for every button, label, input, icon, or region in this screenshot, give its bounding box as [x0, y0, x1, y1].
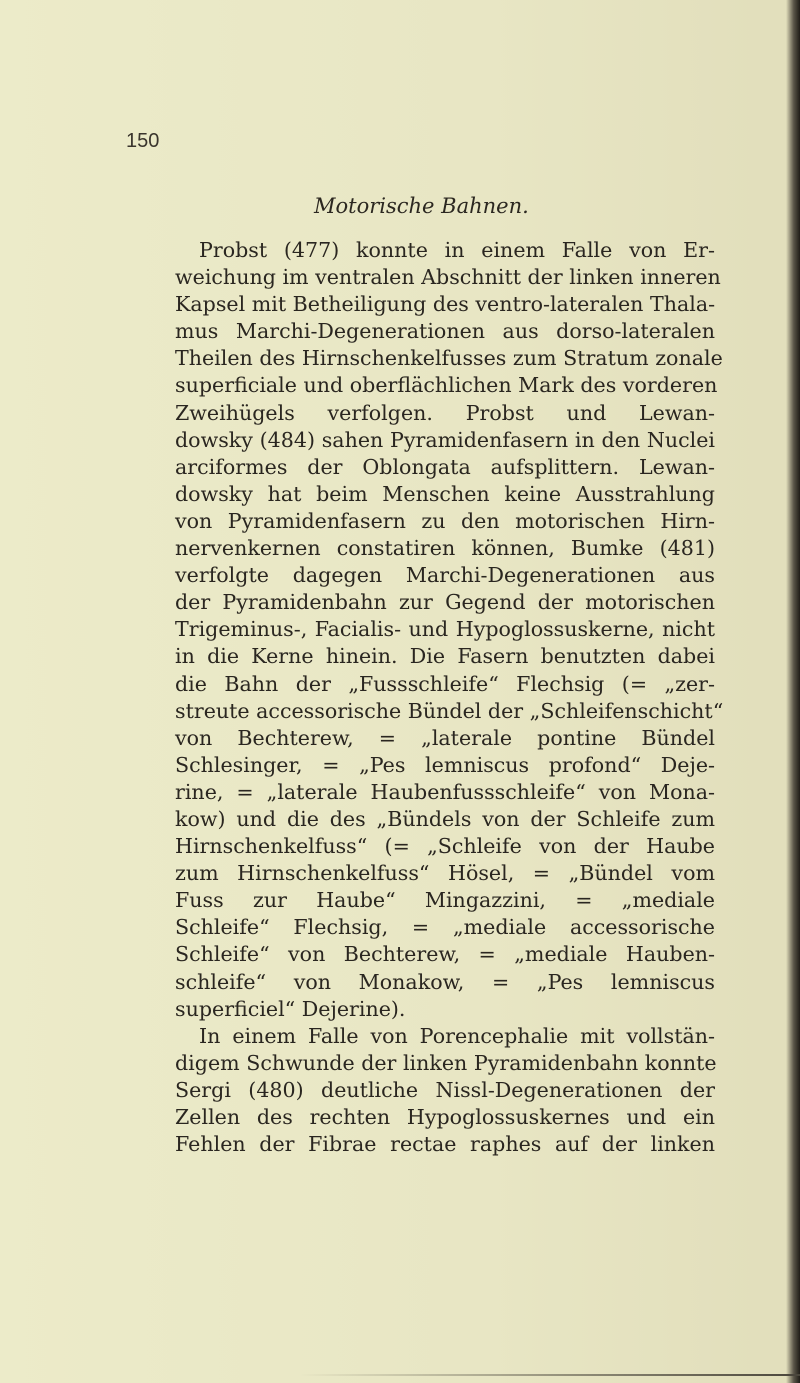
text-line: dowsky (484) sahen Pyramidenfasern in den Nuclei: [175, 427, 715, 452]
text-line: Zellen des rechten Hypoglossuskernes und ein: [175, 1105, 715, 1129]
text-line: in die Kerne hinein. Die Fasern benutzten dabei: [175, 644, 715, 669]
page-number: 150: [126, 130, 160, 152]
text-line: rine, = „laterale Haubenfussschleife“ von Mona-: [175, 779, 715, 804]
text-line: Trigeminus-, Facialis- und Hypoglossuskerne, nicht: [175, 617, 715, 642]
text-line: superficiale und oberflächlichen Mark des vorderen: [175, 373, 718, 398]
text-line: Zweihügels verfolgen. Probst und Lewan-: [175, 400, 715, 425]
text-line: Fuss zur Haube“ Mingazzini, = „mediale: [175, 888, 715, 913]
text-line: In einem Falle von Porencephalie mit vollstän-: [199, 1023, 715, 1048]
page-edge-shadow: [786, 0, 800, 1383]
text-line: superficiel“ Dejerine).: [175, 996, 406, 1021]
text-line: der Pyramidenbahn zur Gegend der motorischen: [175, 590, 715, 615]
text-line: von Bechterew, = „laterale pontine Bündel: [175, 725, 715, 750]
text-line: digem Schwunde der linken Pyramidenbahn konnte: [175, 1050, 717, 1075]
text-line: arciformes der Oblongata aufsplittern. Lewan-: [175, 454, 715, 479]
text-line: verfolgte dagegen Marchi-Degenerationen aus: [175, 563, 715, 588]
text-line: Probst (477) konnte in einem Falle von Er-: [199, 238, 715, 262]
text-line: Hirnschenkelfuss“ (= „Schleife von der Haube: [175, 834, 715, 859]
text-line: Schleife“ von Bechterew, = „mediale Hauben-: [175, 942, 715, 967]
text-line: schleife“ von Monakow, = „Pes lemniscus: [175, 969, 715, 994]
text-line: Schlesinger, = „Pes lemniscus profond“ Deje-: [175, 752, 715, 777]
text-line: Kapsel mit Betheiligung des ventro-lateralen Thala-: [175, 292, 716, 317]
text-line: dowsky hat beim Menschen keine Ausstrahlung: [175, 481, 715, 506]
body-text: [175, 237, 724, 1158]
text-line: weichung im ventralen Abschnitt der linken inneren: [175, 265, 721, 290]
text-line: Sergi (480) deutliche Nissl-Degenerationen der: [175, 1077, 715, 1102]
text-line: die Bahn der „Fussschleife“ Flechsig (= „zer-: [175, 671, 715, 696]
page-bottom-edge: [300, 1374, 800, 1376]
section-heading: Motorische Bahnen.: [314, 194, 529, 218]
text-line: Schleife“ Flechsig, = „mediale accessorische: [175, 915, 715, 940]
text-line: kow) und die des „Bündels von der Schleife zum: [175, 806, 715, 831]
text-line: streute accessorische Bündel der „Schleifenschicht“: [175, 698, 724, 723]
text-line: mus Marchi-Degenerationen aus dorso-lateralen: [175, 319, 715, 344]
text-line: zum Hirnschenkelfuss“ Hösel, = „Bündel vom: [175, 861, 715, 886]
text-line: Theilen des Hirnschenkelfusses zum Stratum zonale: [175, 346, 723, 371]
text-line: nervenkernen constatiren können, Bumke (481): [175, 536, 715, 561]
text-line: von Pyramidenfasern zu den motorischen Hirn-: [175, 508, 715, 533]
text-line: Fehlen der Fibrae rectae raphes auf der linken: [175, 1132, 715, 1157]
